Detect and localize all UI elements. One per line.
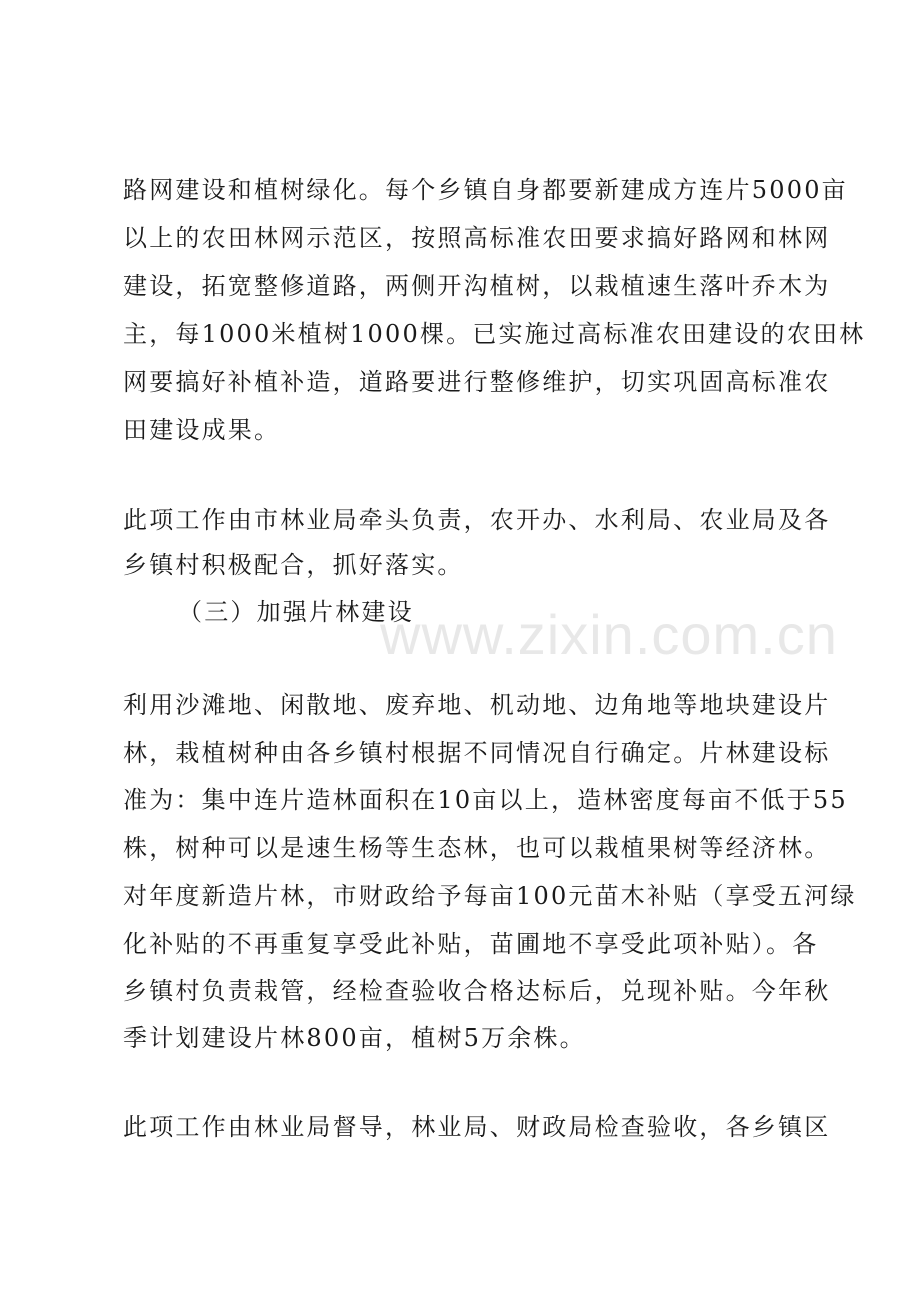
paragraph3-line-5: 对年度新造片林，市财政给予每亩100元苗木补贴（享受五河绿 xyxy=(123,882,857,910)
paragraph2-line-1: 此项工作由市林业局牵头负责，农开办、水利局、农业局及各 xyxy=(123,506,831,534)
paragraph2-line-2: 乡镇村积极配合，抓好落实。 xyxy=(123,551,464,579)
paragraph1-line-2: 以上的农田林网示范区，按照高标准农田要求搞好路网和林网 xyxy=(123,224,831,252)
paragraph1-line-6: 田建设成果。 xyxy=(123,416,281,444)
section-heading: （三）加强片林建设 xyxy=(178,598,414,626)
paragraph4-line-1: 此项工作由林业局督导，林业局、财政局检查验收，各乡镇区 xyxy=(123,1113,831,1141)
paragraph3-line-7: 乡镇村负责栽管，经检查验收合格达标后，兑现补贴。今年秋 xyxy=(123,977,831,1005)
paragraph1-line-4: 主，每1000米植树1000棵。已实施过高标准农田建设的农田林 xyxy=(123,320,866,348)
paragraph3-line-8: 季计划建设片林800亩，植树5万余株。 xyxy=(123,1024,586,1052)
paragraph1-line-1: 路网建设和植树绿化。每个乡镇自身都要新建成方连片5000亩 xyxy=(123,176,848,204)
paragraph3-line-3: 准为：集中连片造林面积在10亩以上，造林密度每亩不低于55 xyxy=(123,786,848,814)
paragraph3-line-6: 化补贴的不再重复享受此补贴，苗圃地不享受此项补贴）。各 xyxy=(123,930,819,958)
paragraph3-line-2: 林，栽植树种由各乡镇村根据不同情况自行确定。片林建设标 xyxy=(123,739,831,767)
paragraph1-line-5: 网要搞好补植补造，道路要进行整修维护，切实巩固高标准农 xyxy=(123,368,831,396)
watermark: www.zixin.com.cn xyxy=(380,603,838,666)
paragraph3-line-4: 株，树种可以是速生杨等生态林，也可以栽植果树等经济林。 xyxy=(123,834,831,862)
paragraph3-line-1: 利用沙滩地、闲散地、废弃地、机动地、边角地等地块建设片 xyxy=(123,691,831,719)
paragraph1-line-3: 建设，拓宽整修道路，两侧开沟植树，以栽植速生落叶乔木为 xyxy=(123,272,831,300)
